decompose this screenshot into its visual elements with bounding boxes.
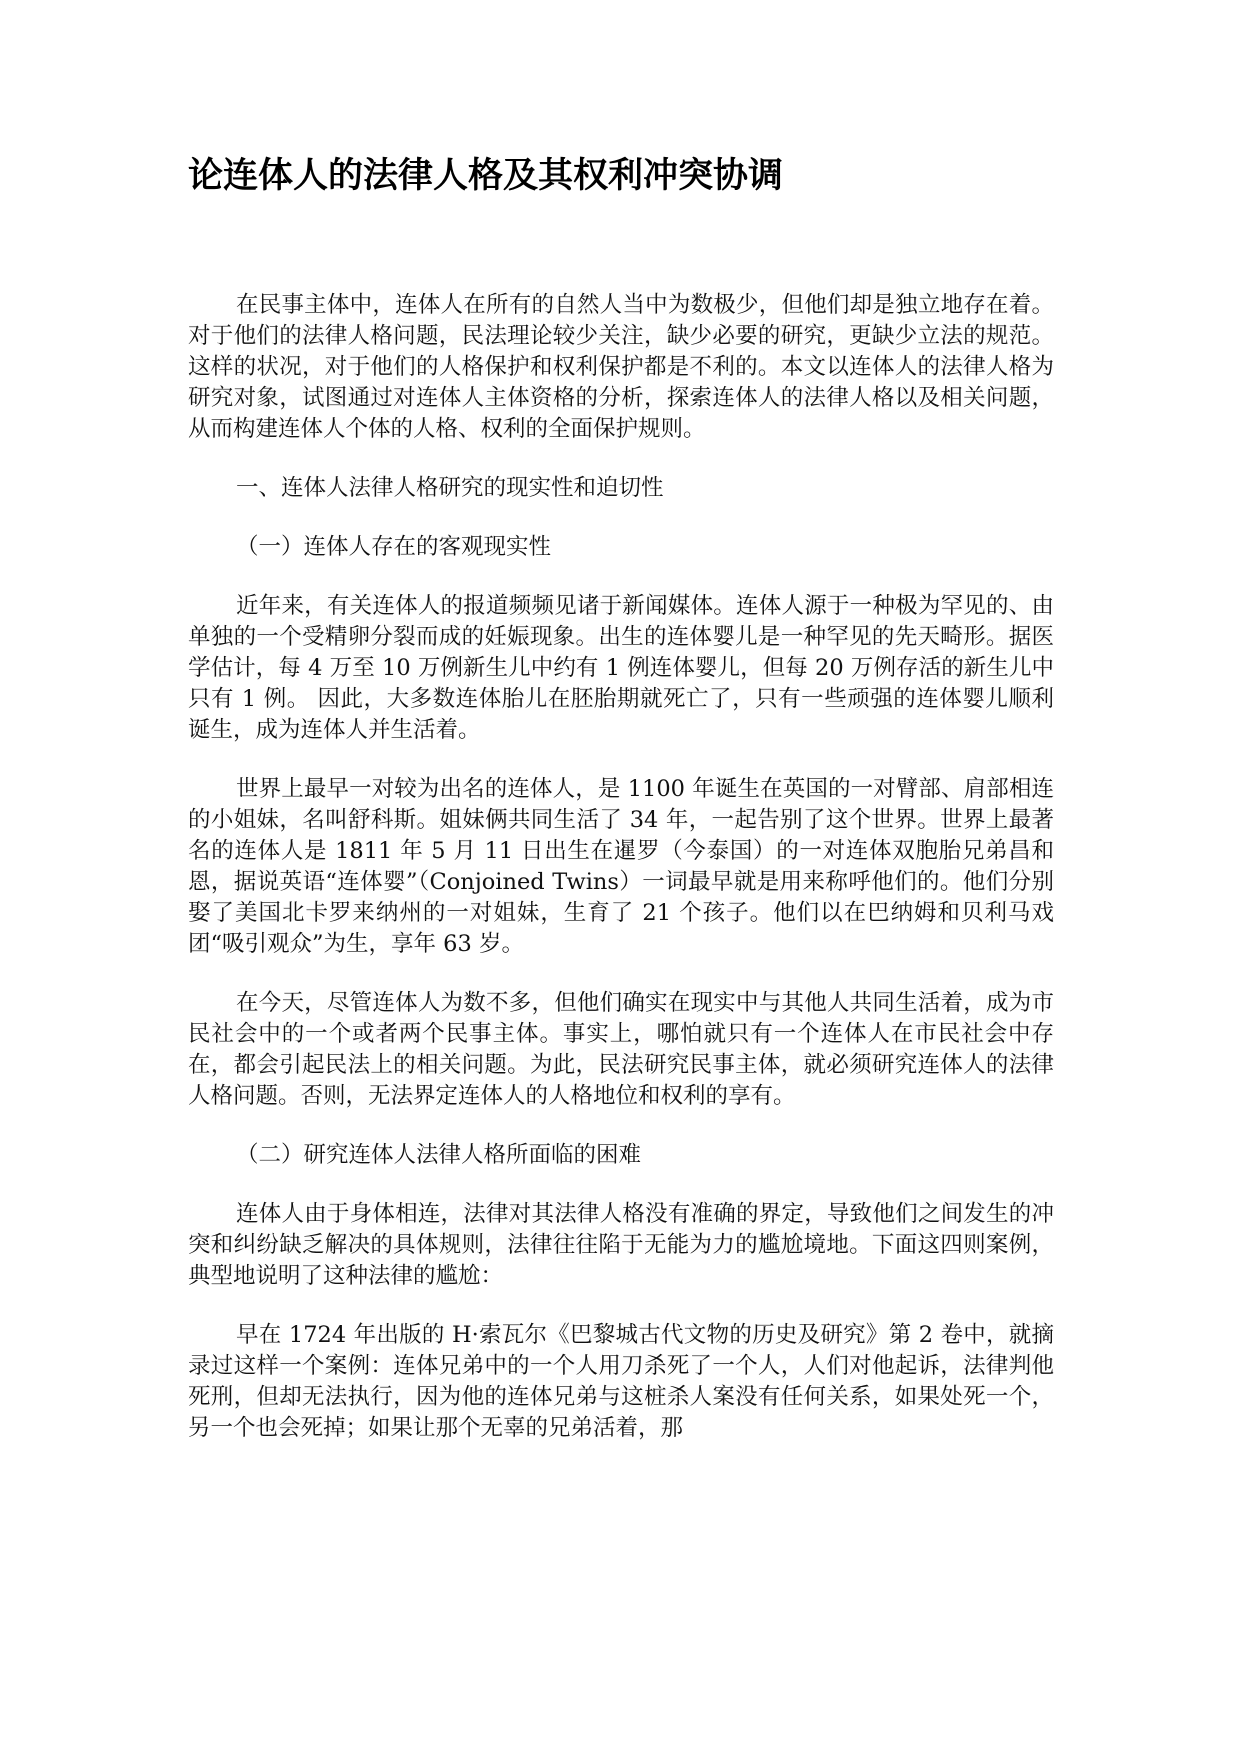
document-title: 论连体人的法律人格及其权利冲突协调 <box>188 156 784 196</box>
document-body <box>188 290 1054 1472</box>
paragraph-intro: 在民事主体中，连体人在所有的自然人当中为数极少，但他们却是独立地存在着。对于他们的法律人格问题，民法理论较少关注，缺少必要的研究，更缺少立法的规范。这样的状况，对于他们的人格保护和权利保护都是不利的。本文以连体人的法律人格为研究对象，试图通过对连体人主体资格的分析，探索连体人的法律人格以及相关问题，从而构建连体人个体的人格、权利的全面保护规则。 <box>188 292 1054 442</box>
section-heading-1: 一、连体人法律人格研究的现实性和迫切性 <box>236 475 664 501</box>
subsection-heading-1: （一）连体人存在的客观现实性 <box>236 534 552 560</box>
paragraph-today: 在今天，尽管连体人为数不多，但他们确实在现实中与其他人共同生活着，成为市民社会中的一个或者两个民事主体。事实上，哪怕就只有一个连体人在市民社会中存在，都会引起民法上的相关问题。为此，民法研究民事主体，就必须研究连体人的法律人格问题。否则，无法界定连体人的人格地位和权利的享有。 <box>188 990 1054 1109</box>
paragraph-reports: 近年来，有关连体人的报道频频见诸于新闻媒体。连体人源于一种极为罕见的、由单独的一个受精卵分裂而成的妊娠现象。出生的连体婴儿是一种罕见的先天畸形。据医学估计，每 4 万至 10 万例新生儿中约有 1 例连体婴儿，但每 20 万例存活的新生儿中只有 1 例。 因此，大多数连体胎儿在胚胎期就死亡了，只有一些顽强的连体婴儿顺利诞生，成为连体人并生活着。 <box>188 593 1054 743</box>
paragraph-difficulty: 连体人由于身体相连，法律对其法律人格没有准确的界定，导致他们之间发生的冲突和纠纷缺乏解决的具体规则，法律往往陷于无能为力的尴尬境地。下面这四则案例，典型地说明了这种法律的尴尬： <box>188 1201 1054 1289</box>
subsection-heading-2: （二）研究连体人法律人格所面临的困难 <box>236 1142 642 1168</box>
paragraph-history: 世界上最早一对较为出名的连体人，是 1100 年诞生在英国的一对臂部、肩部相连的小姐妹，名叫舒科斯。姐妹俩共同生活了 34 年，一起告别了这个世界。世界上最著名的连体人是 1811 年 5 月 11 日出生在暹罗（今泰国）的一对连体双胞胎兄弟昌和恩，据说英语“连体婴”（Conjoined Twins）一词最早就是用来称呼他们的。他们分别娶了美国北卡罗来纳州的一对姐妹，生育了 21 个孩子。他们以在巴纳姆和贝利马戏团“吸引观众”为生，享年 63 岁。 <box>188 776 1054 957</box>
paragraph-case-1724: 早在 1724 年出版的 H·索瓦尔《巴黎城古代文物的历史及研究》第 2 卷中，就摘录过这样一个案例：连体兄弟中的一个人用刀杀死了一个人，人们对他起诉，法律判他死刑，但却无法执行，因为他的连体兄弟与这桩杀人案没有任何关系，如果处死一个，另一个也会死掉；如果让那个无辜的兄弟活着，那 <box>188 1322 1054 1441</box>
